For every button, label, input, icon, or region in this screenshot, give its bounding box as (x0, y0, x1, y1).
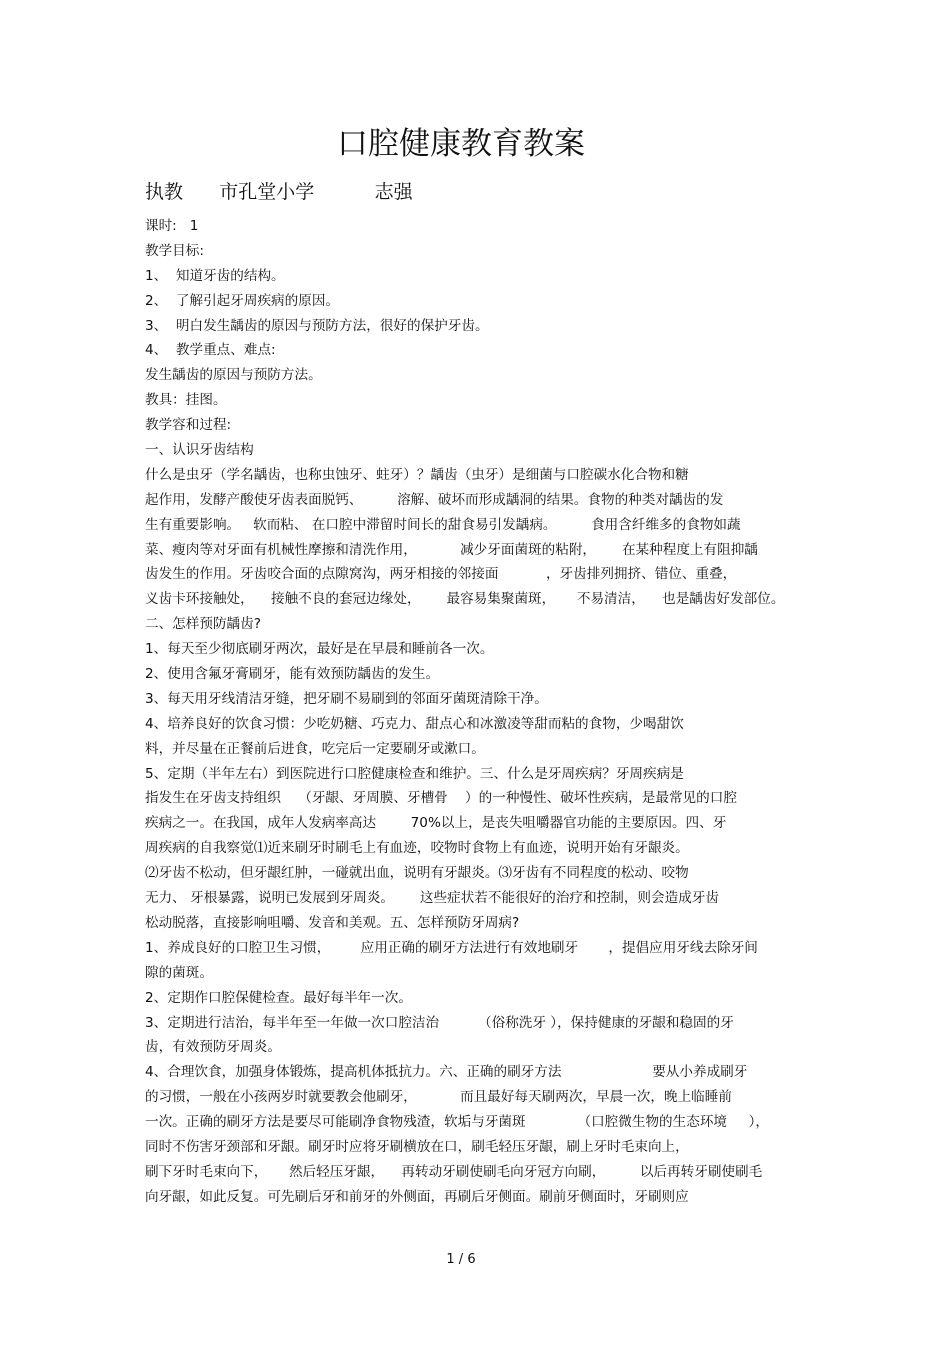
text-line: 教学容和过程: (145, 417, 232, 434)
text-line: 一次。正确的刷牙方法是要尽可能刷净食物残渣，软垢与牙菌斑 （口腔微生物的生态环境 ）， (145, 1114, 769, 1131)
text-line: 2、 了解引起牙周疾病的原因。 (145, 292, 340, 309)
text-line: 周疾病的自我察觉⑴近来刷牙时刷毛上有血迹，咬物时食物上有血迹，说明开始有牙龈炎。 (145, 840, 689, 857)
text-line: 课时: 1 (145, 218, 199, 234)
document-body (145, 214, 825, 1210)
text-line: 的习惯，一般在小孩两岁时就要教会他刷牙， 而且最好每天刷两次，早晨一次，晚上临睡前 (145, 1089, 732, 1106)
text-line: 什么是虫牙（学名龋齿，也称虫蚀牙、蛀牙）？龋齿（虫牙）是细菌与口腔碳水化合物和糖 (145, 466, 689, 483)
document-title: 口腔健康教育教案 (337, 126, 585, 162)
text-line: 4、 教学重点、难点: (145, 342, 276, 359)
text-line: 3、定期进行洁治，每半年至一年做一次口腔洁治 （俗称洗牙 ），保持健康的牙龈和稳固的牙 (145, 1014, 734, 1031)
text-line: 4、合理饮食，加强身体锻炼，提高机体抵抗力。六、正确的刷牙方法 要从小养成刷牙 (145, 1064, 748, 1081)
text-line: 松动脱落，直接影响咀嚼、发音和美观。五、怎样预防牙周病? (145, 914, 520, 931)
text-line: 隙的菌斑。 (145, 964, 213, 981)
text-line: 2、使用含氟牙膏刷牙，能有效预防龋齿的发生。 (145, 666, 440, 683)
text-line: 菜、瘦肉等对牙面有机械性摩擦和清洗作用， 减少牙面菌斑的粘附， 在某种程度上有阻抑龋 (145, 541, 758, 558)
text-line: 1、养成良好的口腔卫生习惯， 应用正确的刷牙方法进行有效地刷牙 ，提倡应用牙线去除牙间 (145, 939, 758, 956)
text-line: 3、每天用牙线清洁牙缝，把牙刷不易刷到的邻面牙菌斑清除干净。 (145, 690, 548, 707)
text-line: 教学目标: (145, 242, 204, 259)
text-line: 教具：挂图。 (145, 392, 227, 409)
text-line: 5、定期（半年左右）到医院进行口腔健康检查和维护。三、什么是牙周疾病？牙周疾病是 (145, 765, 684, 782)
text-line: 1、每天至少彻底刷牙两次，最好是在早晨和睡前各一次。 (145, 641, 494, 658)
text-line: 同时不伤害牙颈部和牙龈。刷牙时应将牙刷横放在口，刷毛轻压牙龈，刷上牙时毛束向上， (145, 1138, 689, 1155)
text-line: 起作用，发酵产酸使牙齿表面脱钙、 溶解、破坏而形成龋洞的结果。食物的种类对龋齿的发 (145, 491, 724, 508)
page-indicator: 1 / 6 (446, 1252, 476, 1267)
text-line: 齿发生的作用。牙齿咬合面的点隙窝沟，两牙相接的邻接面 ，牙齿排列拥挤、错位、重叠， (145, 566, 737, 583)
text-line: 义齿卡环接触处， 接触不良的套冠边缘处， 最容易集聚菌斑， 不易清洁， 也是龋齿好发部位。 (145, 591, 785, 608)
text-line: ⑵牙齿不松动，但牙龈红肿，一碰就出血，说明有牙龈炎。⑶牙齿有不同程度的松动、咬物 (145, 865, 689, 882)
text-line: 指发生在牙齿支持组织 （牙龈、牙周膜、牙槽骨 ）的一种慢性、破坏性疾病，是最常见的口腔 (145, 790, 737, 807)
text-line: 疾病之一。在我国，成年人发病率高达 70%以上，是丧失咀嚼器官功能的主要原因。四、牙 (145, 815, 727, 832)
text-line: 2、定期作口腔保健检查。最好每半年一次。 (145, 989, 412, 1006)
text-line: 料，并尽量在正餐前后进食，吃完后一定要刷牙或漱口。 (145, 740, 485, 757)
text-line: 二、怎样预防龋齿? (145, 616, 261, 633)
text-line: 发生龋齿的原因与预防方法。 (145, 367, 322, 384)
text-line: 一、认识牙齿结构 (145, 442, 254, 459)
text-line: 3、 明白发生龋齿的原因与预防方法，很好的保护牙齿。 (145, 317, 489, 334)
text-line: 无力、 牙根暴露，说明已发展到牙周炎。 这些症状若不能很好的治疗和控制，则会造成牙齿 (145, 890, 719, 907)
text-line: 向牙龈，如此反复。可先刷后牙和前牙的外侧面，再刷后牙侧面。刷前牙侧面时，牙刷则应 (145, 1188, 689, 1205)
text-line: 刷下牙时毛束向下， 然后轻压牙龈， 再转动牙刷使刷毛向牙冠方向刷， 以后再转牙刷使刷毛 (145, 1163, 763, 1180)
author-line: 执教 市孔堂小学 志强 (145, 181, 413, 203)
text-line: 1、 知道牙齿的结构。 (145, 267, 285, 284)
text-line: 齿，有效预防牙周炎。 (145, 1039, 281, 1056)
text-line: 4、培养良好的饮食习惯：少吃奶糖、巧克力、甜点心和冰激凌等甜而粘的食物，少喝甜饮 (145, 715, 684, 732)
text-line: 生有重要影响。 软而粘、 在口腔中滞留时间长的甜食易引发龋病。 食用含纤维多的食物如蔬 (145, 516, 741, 533)
